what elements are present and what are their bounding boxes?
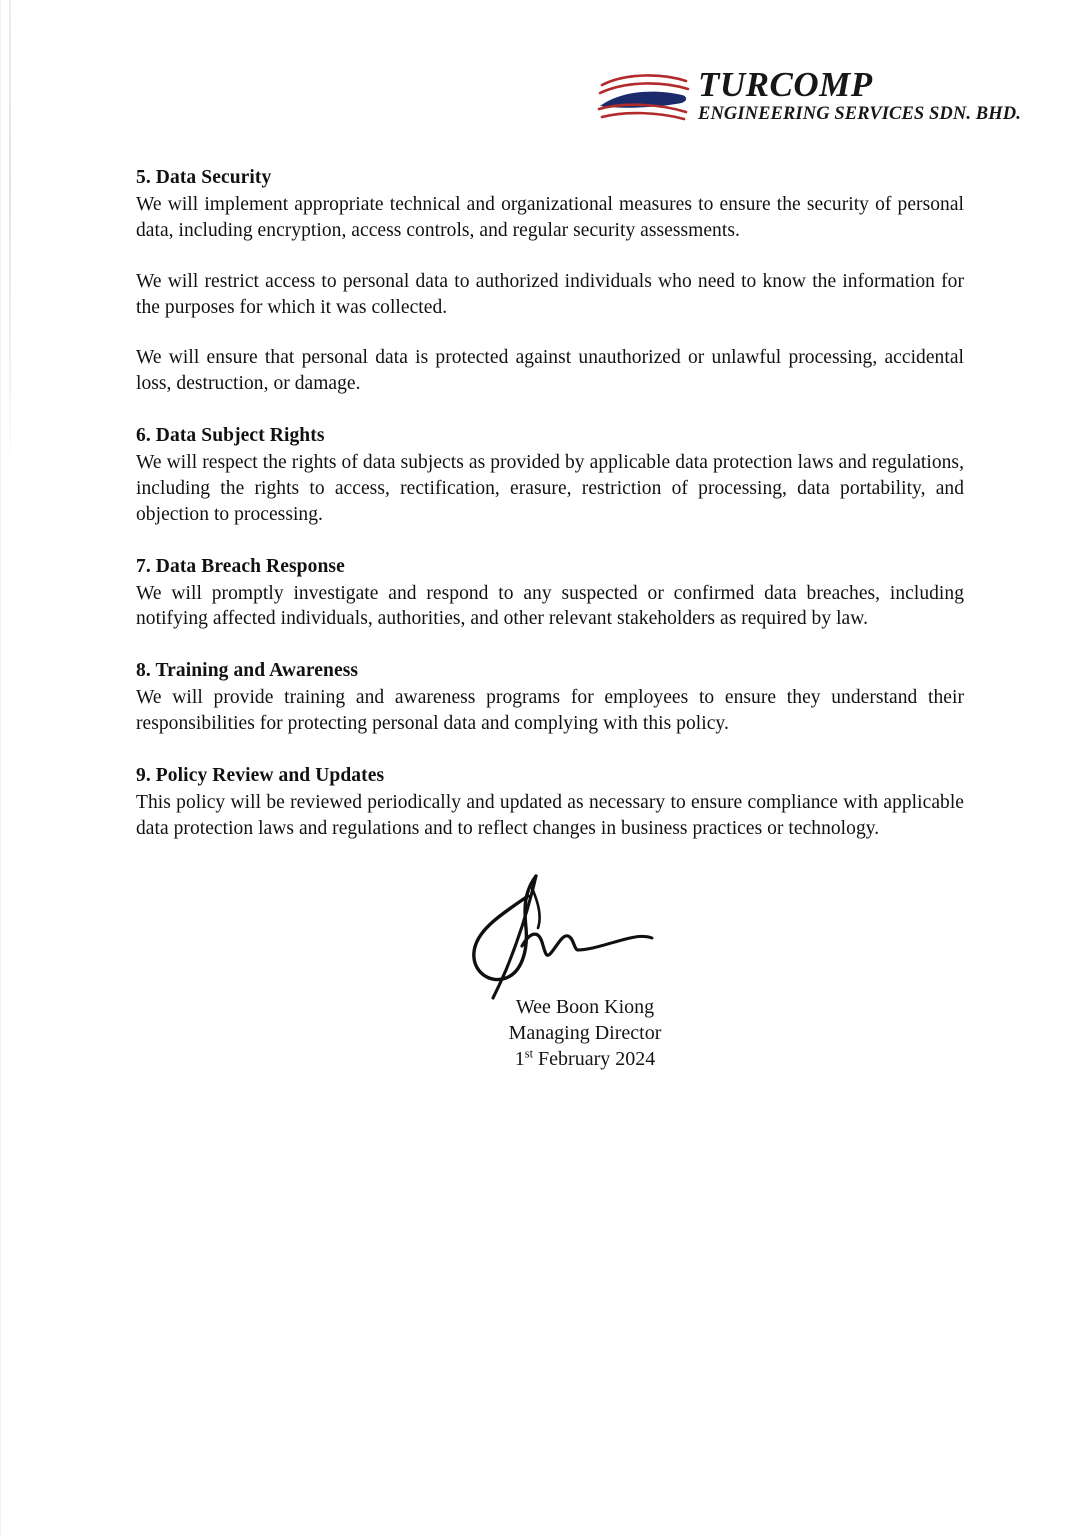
signatory-title: Managing Director bbox=[508, 1022, 662, 1044]
signature-text-lines bbox=[470, 994, 700, 1072]
section-paragraph: This policy will be reviewed periodically and updated as necessary to ensure compliance with applicable data protection laws and regulations and to reflect changes in business practices or technology. bbox=[136, 791, 964, 839]
scan-edge-artifact-outer bbox=[0, 0, 1, 1536]
section-paragraph: We will restrict access to personal data to authorized individuals who need to know the information for the purposes for which it was collected. bbox=[136, 270, 964, 318]
section-heading: 9. Policy Review and Updates bbox=[136, 764, 385, 786]
section-heading: 5. Data Security bbox=[136, 167, 272, 188]
scan-edge-artifact bbox=[9, 0, 11, 470]
section-data-breach-response bbox=[136, 554, 964, 633]
section-training-and-awareness bbox=[136, 658, 964, 737]
section-data-security bbox=[136, 165, 964, 397]
company-name: TURCOMP bbox=[698, 65, 873, 104]
document-body bbox=[136, 165, 964, 842]
section-paragraph: We will promptly investigate and respond to any suspected or confirmed data breaches, including notifying affected individuals, authorities, and other relevant stakeholders as required by law. bbox=[136, 582, 964, 630]
company-subtitle: ENGINEERING SERVICES SDN. BHD. bbox=[698, 104, 1021, 125]
signature-date bbox=[470, 1046, 700, 1072]
section-paragraph: We will provide training and awareness programs for employees to ensure they understand their responsibilities for protecting personal data and complying with this policy. bbox=[136, 687, 964, 734]
handwritten-signature-icon bbox=[466, 862, 666, 1002]
date-rest: February 2024 bbox=[533, 1048, 656, 1070]
section-paragraph: We will respect the rights of data subjects as provided by applicable data protection laws and regulations, including the rights to access, rectification, erasure, restriction of processing, data portability, and objection to processing. bbox=[136, 452, 964, 525]
date-day: 1 bbox=[514, 1048, 525, 1070]
date-ordinal-suffix: st bbox=[524, 1046, 534, 1061]
signature-block bbox=[462, 862, 782, 1072]
letterhead bbox=[596, 65, 1026, 140]
section-paragraph: We will ensure that personal data is protected against unauthorized or unlawful processing, accidental loss, destruction, or damage. bbox=[136, 347, 964, 395]
signatory-name: Wee Boon Kiong bbox=[515, 996, 655, 1018]
section-policy-review-and-updates bbox=[136, 763, 964, 842]
section-paragraph: We will implement appropriate technical and organizational measures to ensure the security of personal data, including encryption, access controls, and regular security assessments. bbox=[136, 193, 964, 241]
section-data-subject-rights bbox=[136, 423, 964, 528]
section-heading: 8. Training and Awareness bbox=[136, 660, 359, 682]
turcomp-logo-icon bbox=[596, 70, 692, 122]
section-heading: 6. Data Subject Rights bbox=[136, 425, 325, 447]
section-heading: 7. Data Breach Response bbox=[136, 555, 345, 577]
